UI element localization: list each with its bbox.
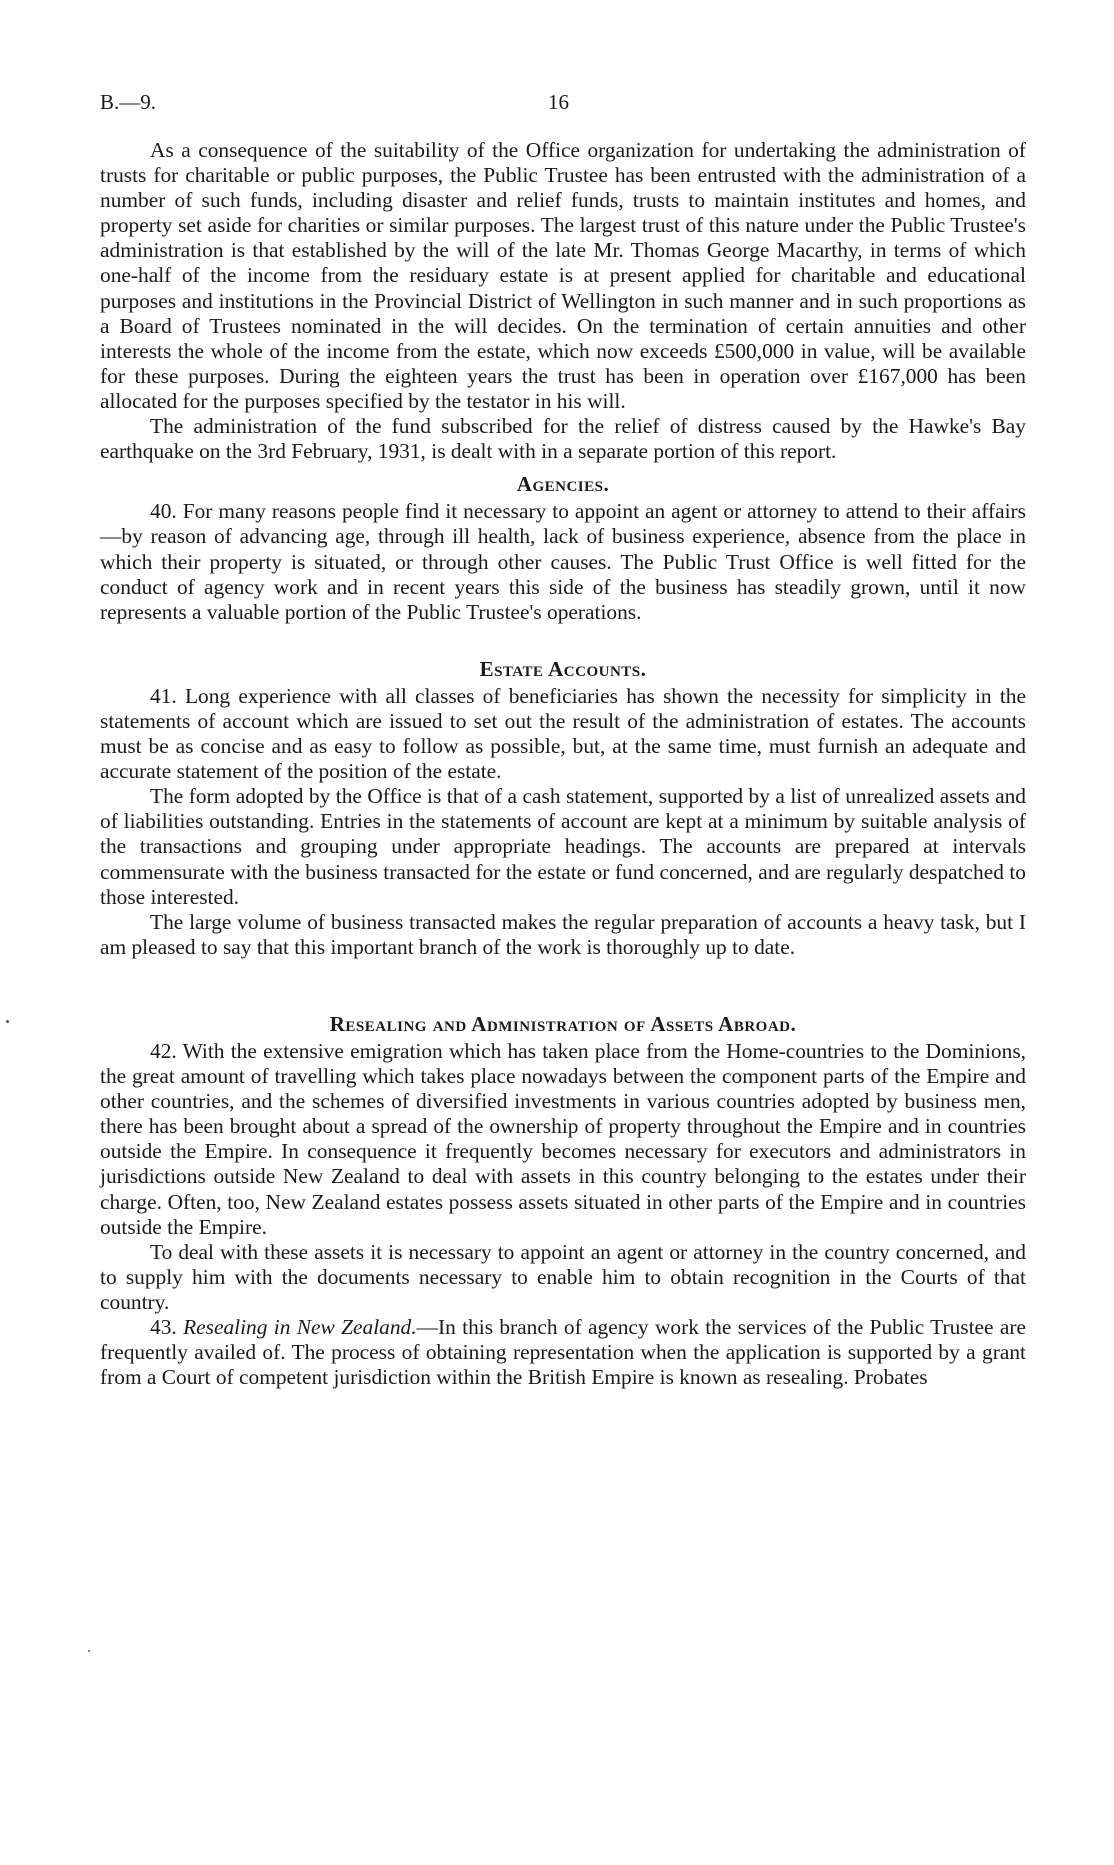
paragraph: 41. Long experience with all classes of beneficiaries has shown the necessity for simplicity in the statements of account which are issued to set out the result of the administration of estates. The accounts must be as concise and as easy to follow as possible, but, at the same time, must furnish an adequate and accurate statement of the position of the estate.: [100, 683, 1026, 784]
paragraph: The administration of the fund subscribed for the relief of distress caused by the Hawke's Bay earthquake on the 3rd February, 1931, is dealt with in a separate portion of this report.: [100, 414, 1026, 464]
page-number: 16: [548, 90, 569, 114]
agencies-section: [100, 472, 1026, 625]
document-reference: B.—9.: [100, 90, 157, 114]
resealing-section: [100, 1012, 1026, 1390]
paragraph: The form adopted by the Office is that of a cash statement, supported by a list of unrealized assets and of liabilities outstanding. Entries in the statements of account are kept at a minimum by suitable analysis of the transactions and grouping under appropriate headings. The accounts are prepared at intervals commensurate with the business transacted for the estate or fund concerned, and are regularly despatched to those interested.: [100, 784, 1026, 909]
paragraph: The large volume of business transacted makes the regular preparation of accounts a heavy task, but I am pleased to say that this important branch of the work is thoroughly up to date.: [100, 909, 1026, 959]
document-body: [100, 138, 1026, 1390]
paragraph: [100, 1315, 1026, 1390]
section-heading: Agencies.: [516, 472, 610, 497]
paragraph-number: 43.: [150, 1315, 177, 1340]
intro-section: [100, 138, 1026, 464]
paragraph: As a consequence of the suitability of the Office organization for undertaking the administration of trusts for charitable or public purposes, the Public Trustee has been entrusted with the administration of a number of such funds, including disaster and relief funds, trusts to maintain institutes and homes, and property set aside for charities or similar purposes. The largest trust of this nature under the Public Trustee's administration is that established by the will of the late Mr. Thomas George Macarthy, in terms of which one-half of the income from the residuary estate is at present applied for charitable and educational purposes and institutions in the Provincial District of Wellington in such manner and in such proportions as a Board of Trustees nominated in the will decides. On the termination of certain annuities and other interests the whole of the income from the estate, which now exceeds £500,000 in value, will be available for these purposes. During the eighteen years the trust has been in operation over £167,000 has been allocated for the purposes specified by the testator in his will.: [100, 138, 1026, 413]
paragraph: 42. With the extensive emigration which has taken place from the Home-countries to the Dominions, the great amount of travelling which takes place nowadays between the component parts of the Empire and other countries, and the schemes of diversified investments in various countries adopted by business men, there has been brought about a spread of the ownership of property throughout the Empire and in countries outside the Empire. In consequence it frequently becomes necessary for executors and administrators in jurisdictions outside New Zealand to deal with assets in this country belonging to the estates under their charge. Often, too, New Zealand estates possess assets situated in other parts of the Empire and in countries outside the Empire.: [100, 1039, 1026, 1239]
scan-speck: [6, 1020, 9, 1023]
estate-accounts-section: [100, 657, 1026, 960]
page-header: [100, 90, 1026, 120]
paragraph-text: —In this branch of agency work the services of the Public Trustee are frequently availed of. The process of obtaining representation when the application is supported by a grant from a Court of competent jurisdiction within the British Empire is known as resealing. Probates: [100, 1315, 1026, 1390]
section-heading: Estate Accounts.: [479, 656, 647, 681]
paragraph: To deal with these assets it is necessary to appoint an agent or attorney in the country concerned, and to supply him with the documents necessary to enable him to obtain recognition in the Courts of that country.: [100, 1239, 1026, 1314]
paragraph: 40. For many reasons people find it necessary to appoint an agent or attorney to attend to their affairs—by reason of advancing age, through ill health, lack of business experience, absence from the place in which their property is situated, or through other causes. The Public Trust Office is well fitted for the conduct of agency work and in recent years this side of the business has steadily grown, until it now represents a valuable portion of the Public Trustee's operations.: [100, 499, 1026, 624]
scan-speck: [88, 1650, 90, 1652]
section-heading: Resealing and Administration of Assets Abroad.: [329, 1011, 797, 1036]
italic-subheading: Resealing in New Zealand.: [183, 1315, 417, 1340]
